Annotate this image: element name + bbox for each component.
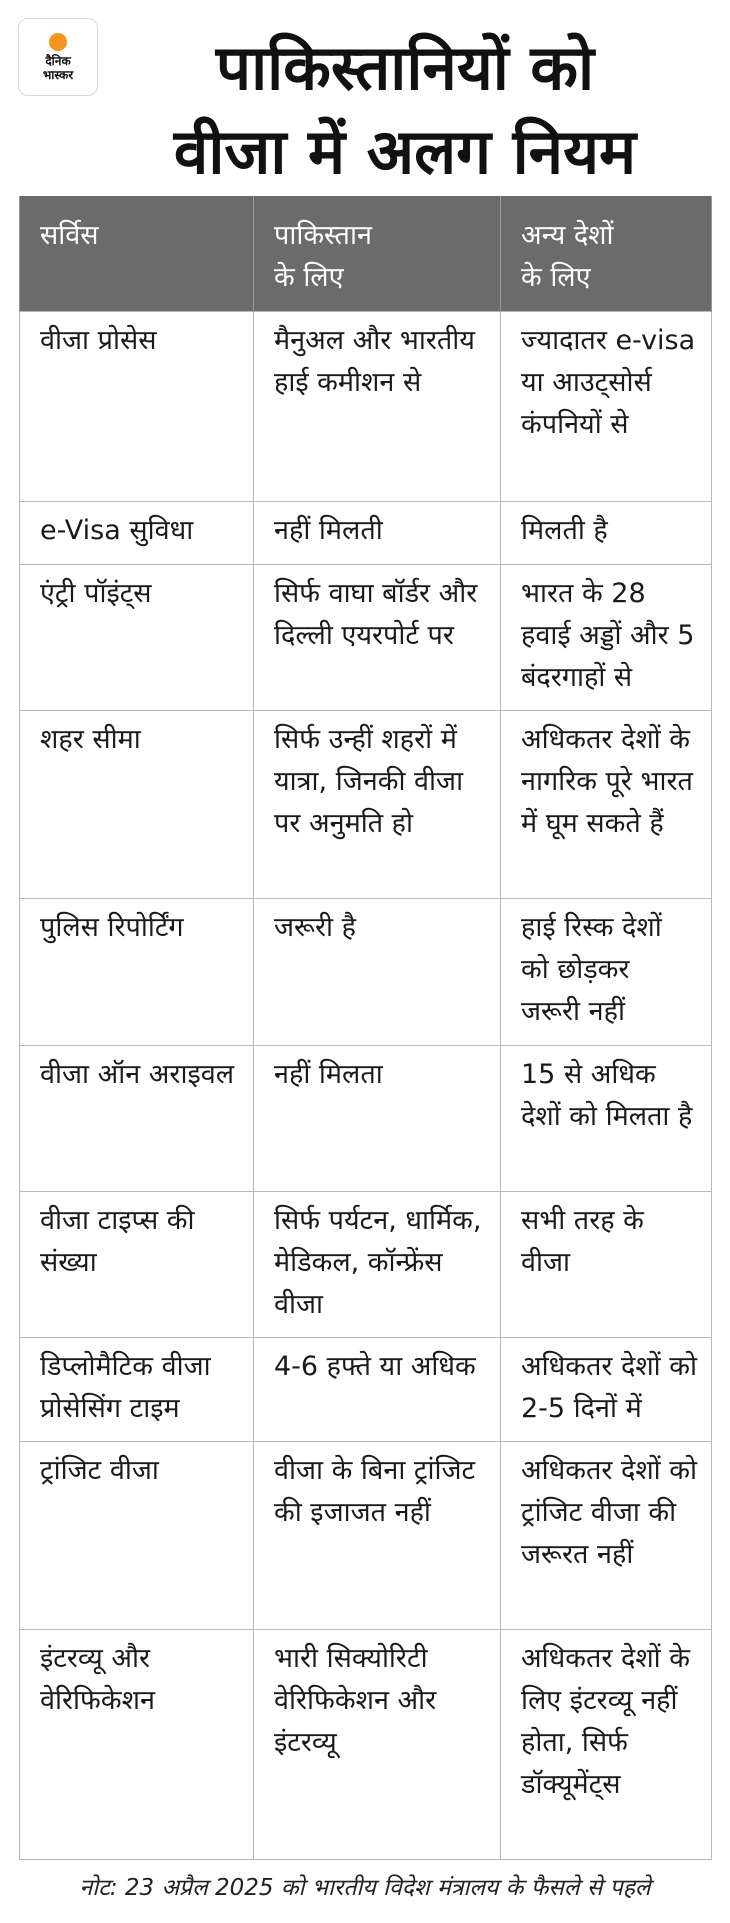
cell-service: पुलिस रिपोर्टिंग <box>20 899 254 1046</box>
header-pakistan <box>254 196 501 312</box>
cell-service: e-Visa सुविधा <box>20 502 254 565</box>
table-row <box>20 312 712 502</box>
cell-others: अधिकतर देशों के नागरिक पूरे भारत में घूम सकते हैं <box>501 711 712 899</box>
title-line-2: वीजा में अलग नियम <box>173 115 637 188</box>
cell-service: वीजा प्रोसेस <box>20 312 254 502</box>
dainik-bhaskar-logo[interactable] <box>18 18 98 96</box>
cell-pakistan: सिर्फ उन्हीं शहरों में यात्रा, जिनकी वीजा पर अनुमति हो <box>254 711 501 899</box>
table-row <box>20 1630 712 1860</box>
comparison-table <box>19 196 712 1860</box>
cell-others: सभी तरह के वीजा <box>501 1192 712 1338</box>
footnote: नोट: 23 अप्रैल 2025 को भारतीय विदेश मंत्रालय के फैसले से पहले <box>79 1875 651 1901</box>
cell-pakistan: जरूरी है <box>254 899 501 1046</box>
cell-others: अधिकतर देशों को ट्रांजिट वीजा की जरूरत नहीं <box>501 1442 712 1630</box>
cell-service: वीजा टाइप्स की संख्या <box>20 1192 254 1338</box>
table-row <box>20 502 712 565</box>
cell-service: इंटरव्यू और वेरिफिकेशन <box>20 1630 254 1860</box>
cell-service: शहर सीमा <box>20 711 254 899</box>
cell-pakistan: वीजा के बिना ट्रांजिट की इजाजत नहीं <box>254 1442 501 1630</box>
sun-icon <box>49 33 67 51</box>
table-row <box>20 1338 712 1442</box>
cell-pakistan: सिर्फ पर्यटन, धार्मिक, मेडिकल, कॉन्फ्रेंस वीजा <box>254 1192 501 1338</box>
header-other-line-2: के लिए <box>521 262 591 293</box>
table-header-row <box>20 196 712 312</box>
table-row <box>20 711 712 899</box>
cell-pakistan: भारी सिक्योरिटी वेरिफिकेशन और इंटरव्यू <box>254 1630 501 1860</box>
header-other-countries <box>501 196 712 312</box>
logo-line-2: भास्कर <box>42 67 74 82</box>
header-other-line-1: अन्य देशों <box>521 220 614 251</box>
cell-pakistan: नहीं मिलता <box>254 1046 501 1192</box>
cell-service: डिप्लोमैटिक वीजा प्रोसेसिंग टाइम <box>20 1338 254 1442</box>
header <box>0 0 730 196</box>
cell-others: 15 से अधिक देशों को मिलता है <box>501 1046 712 1192</box>
cell-pakistan: सिर्फ वाघा बॉर्डर और दिल्ली एयरपोर्ट पर <box>254 565 501 711</box>
cell-pakistan: मैनुअल और भारतीय हाई कमीशन से <box>254 312 501 502</box>
cell-others: भारत के 28 हवाई अड्डों और 5 बंदरगाहों से <box>501 565 712 711</box>
cell-others: अधिकतर देशों के लिए इंटरव्यू नहीं होता, सिर्फ डॉक्यूमेंट्स <box>501 1630 712 1860</box>
header-service <box>20 196 254 312</box>
table-row <box>20 565 712 711</box>
cell-others: अधिकतर देशों को 2-5 दिनों में <box>501 1338 712 1442</box>
cell-others: हाई रिस्क देशों को छोड़कर जरूरी नहीं <box>501 899 712 1046</box>
cell-pakistan: 4-6 हफ्ते या अधिक <box>254 1338 501 1442</box>
logo-line-1: दैनिक <box>45 53 71 68</box>
cell-service: एंट्री पॉइंट्स <box>20 565 254 711</box>
table-row <box>20 1442 712 1630</box>
cell-service: ट्रांजिट वीजा <box>20 1442 254 1630</box>
header-pakistan-line-2: के लिए <box>274 262 344 293</box>
header-service-line-1: सर्विस <box>40 220 99 251</box>
title-line-1: पाकिस्तानियों को <box>215 31 595 104</box>
header-pakistan-line-1: पाकिस्तान <box>274 220 372 251</box>
cell-others: ज्यादातर e-visa या आउट्सोर्स कंपनियों से <box>501 312 712 502</box>
table-row <box>20 1192 712 1338</box>
table-row <box>20 899 712 1046</box>
cell-service: वीजा ऑन अराइवल <box>20 1046 254 1192</box>
table-row <box>20 1046 712 1192</box>
cell-others: मिलती है <box>501 502 712 565</box>
page-title <box>100 26 710 194</box>
cell-pakistan: नहीं मिलती <box>254 502 501 565</box>
